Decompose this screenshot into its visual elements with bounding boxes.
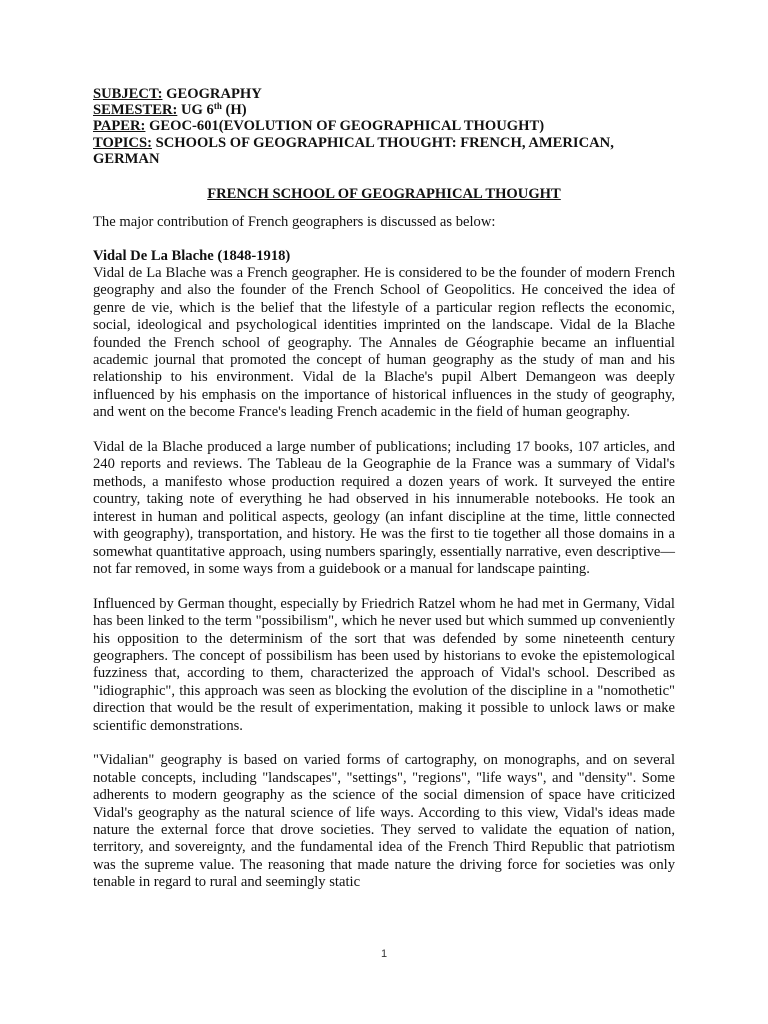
topics-line: [93, 135, 675, 167]
intro-text: The major contribution of French geographers is discussed as below:: [93, 214, 496, 231]
section-title: FRENCH SCHOOL OF GEOGRAPHICAL THOUGHT: [207, 186, 561, 203]
paragraph: Vidal de la Blache produced a large number of publications; including 17 books, 107 articles, and 240 reports and reviews. The Tableau de la Geographie de la France was a summary of Vidal's methods, a manifesto whose production required a dozen years of work. It surveyed the entire country, taking note of everything he had observed in his innumerable notebooks. He took an interest in human and political aspects, geology (an infant discipline at the time, little connected with geography), transportation, and history. He was the first to tie together all those domains in a somewhat quantitative approach, using numbers sparingly, essentially narrative, even descriptive—not far removed, in some ways from a guidebook or a manual for landscape painting.: [93, 439, 675, 577]
semester-superscript: th: [213, 101, 222, 112]
paragraph: Influenced by German thought, especially by Friedrich Ratzel whom he had met in Germany, Vidal has been linked to the term "possibilism", which he never used but which summed up conveniently his opposition to the determinism of the sort that was defended by some nineteenth century geographers. The concept of possibilism has been used by historians to evoke the epistemological fuzziness that, according to them, characterized the approach of Vidal's school. Described as "idiographic", this approach was seen as blocking the evolution of the discipline in a "nomothetic" direction that would be the result of experimentation, making it possible to unlock laws or make scientific demonstrations.: [93, 595, 675, 734]
semester-suffix: (H): [221, 102, 247, 119]
subject-value: GEOGRAPHY: [162, 86, 262, 102]
paragraph: "Vidalian" geography is based on varied forms of cartography, on monographs, and on several notable concepts, including "landscapes", "settings", "regions", "life ways", and "density". Some adherents to modern geography as the science of the social dimension of space have criticized Vidal's geography as the natural science of life ways. According to this view, Vidal's ideas made nature the external force that drove societies. They served to validate the equation of nation, territory, and sovereignty, and the fundamental idea of the French Third Republic that patriotism was the supreme value. The reasoning that made nature the driving force for societies was only tenable in regard to rural and seemingly static: [93, 752, 675, 891]
subject-line: [93, 86, 675, 102]
page-number: 1: [380, 948, 388, 960]
paper-label: PAPER:: [93, 118, 146, 135]
paper-value: GEOC-601(EVOLUTION OF GEOGRAPHICAL THOUGHT): [145, 118, 545, 135]
person-heading: Vidal De La Blache (1848-1918): [93, 248, 291, 265]
subject-label: SUBJECT:: [93, 86, 163, 102]
paper-line: [93, 118, 675, 134]
semester-value: UG 6: [177, 102, 214, 119]
semester-label: SEMESTER:: [93, 102, 178, 119]
document-page: [93, 86, 675, 892]
topics-value: SCHOOLS OF GEOGRAPHICAL THOUGHT: FRENCH, AMERICAN, GERMAN: [93, 134, 614, 167]
document-header: [93, 86, 675, 167]
paragraph: Vidal de La Blache was a French geographer. He is considered to be the founder of modern French geography and also the founder of the French School of Geopolitics. He conceived the idea of genre de vie, which is the belief that the lifestyle of a particular region reflects the economic, social, ideological and psychological identities imprinted on the landscape. Vidal de la Blache founded the French school of geography. The Annales de Géographie became an influential academic journal that promoted the concept of human geography as the study of man and his relationship to his environment. Vidal de la Blache's pupil Albert Demangeon was deeply influenced by his emphasis on the importance of historical influences in the study of geography, and went on the become France's leading French academic in the field of human geography.: [93, 265, 675, 421]
topics-label: TOPICS:: [93, 134, 152, 151]
semester-line: [93, 102, 675, 118]
